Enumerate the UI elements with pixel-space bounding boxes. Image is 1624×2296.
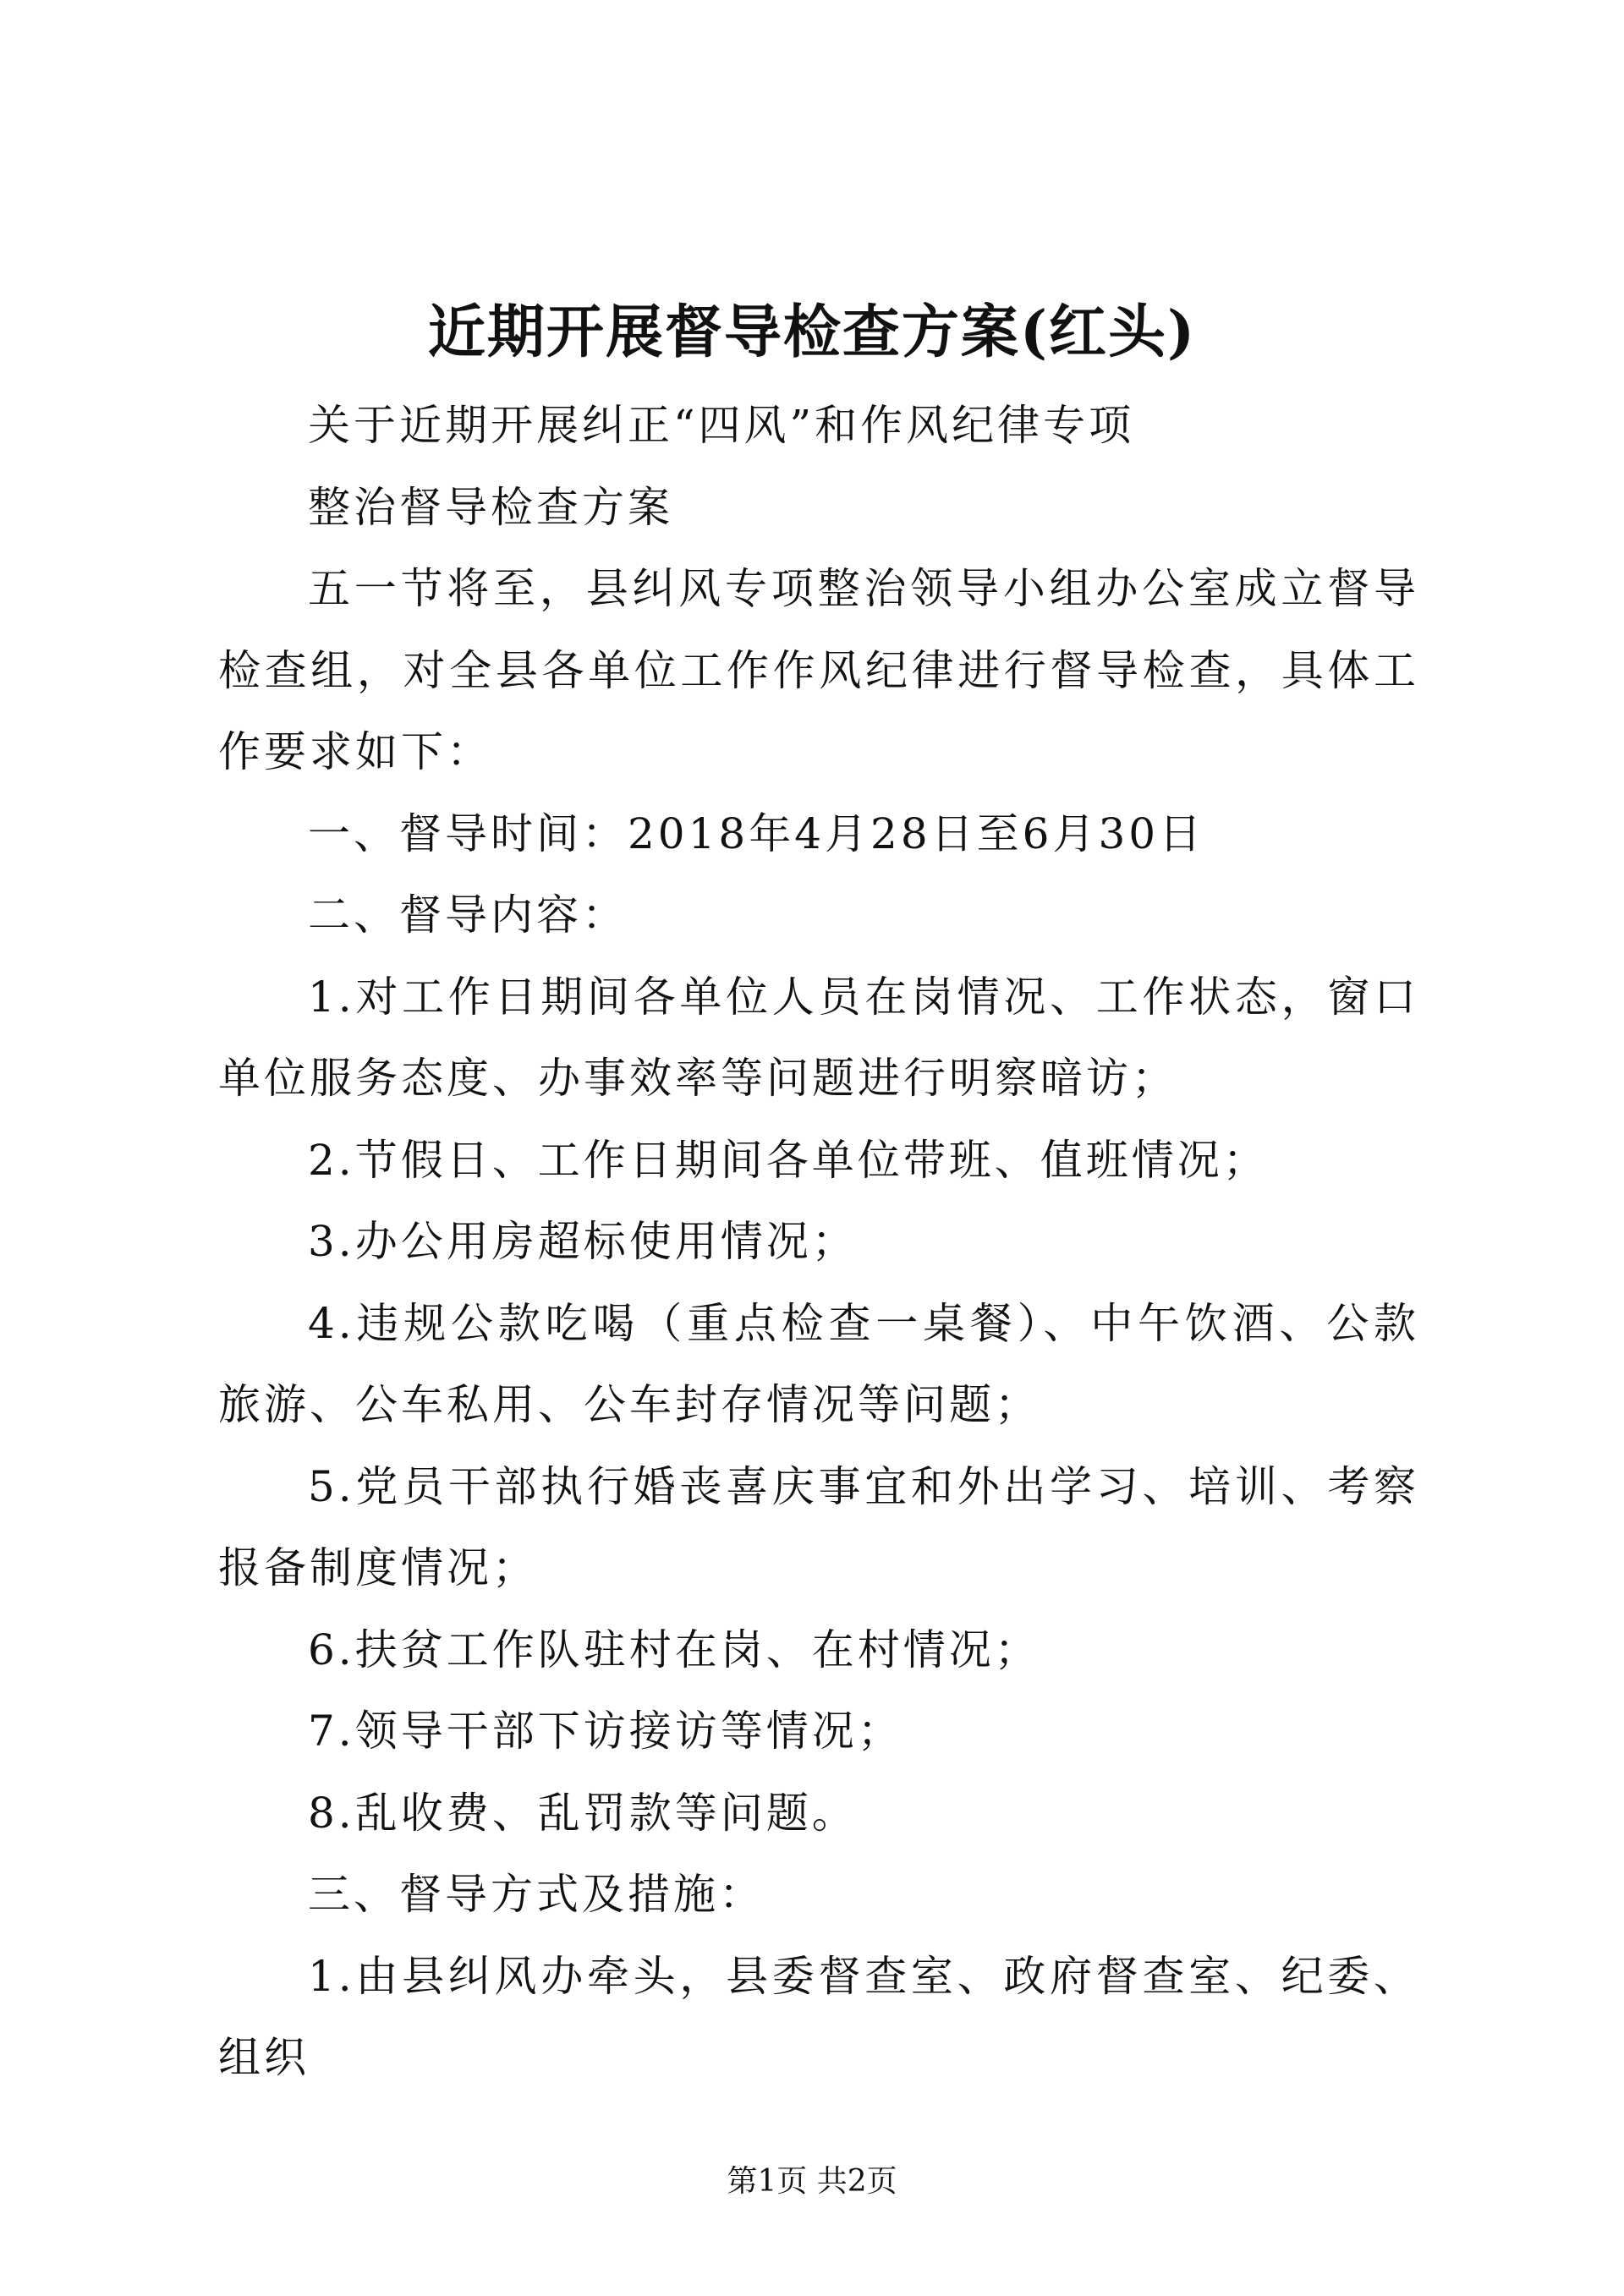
content-item-3: 3.办公用房超标使用情况；	[308, 1217, 858, 1266]
content-item-6: 6.扶贫工作队驻村在岗、在村情况；	[308, 1625, 1040, 1674]
content-item-4: 4.违规公款吃喝（重点检查一桌餐）、中午饮酒、公款旅游、公车私用、公车封存情况等问题；	[218, 1298, 1419, 1429]
section-3-heading: 三、督导方式及措施：	[308, 1870, 765, 1919]
content-item-5: 5.党员干部执行婚丧喜庆事宜和外出学习、培训、考察报备制度情况；	[218, 1461, 1419, 1592]
page-footer	[0, 2161, 1624, 2203]
subtitle-line-2: 整治督导检查方案	[308, 482, 673, 532]
content-item-2: 2.节假日、工作日期间各单位带班、值班情况；	[308, 1135, 1269, 1185]
content-item-1: 1.对工作日期间各单位人员在岗情况、工作状态，窗口单位服务态度、办事效率等问题进行明察暗访；	[218, 972, 1419, 1103]
subtitle-line-1: 关于近期开展纠正“四风”和作风纪律专项	[308, 401, 1135, 450]
intro-paragraph: 五一节将至，县纠风专项整治领导小组办公室成立督导检查组，对全县各单位工作作风纪律进行督导检查，具体工作要求如下：	[218, 564, 1419, 776]
content-item-8: 8.乱收费、乱罚款等问题。	[308, 1788, 858, 1838]
page-number: 第1页 共2页	[727, 2164, 897, 2199]
section-1-time: 一、督导时间：2018年4月28日至6月30日	[308, 808, 1205, 858]
section-2-heading: 二、督导内容：	[308, 890, 628, 940]
content-item-7: 7.领导干部下访接访等情况；	[308, 1707, 903, 1756]
document-body	[218, 385, 1419, 2099]
measure-item-1: 1.由县纠风办牵头，县委督查室、政府督查室、纪委、组织	[218, 1951, 1419, 2082]
document-title: 近期开展督导检查方案(红头)	[427, 299, 1197, 366]
